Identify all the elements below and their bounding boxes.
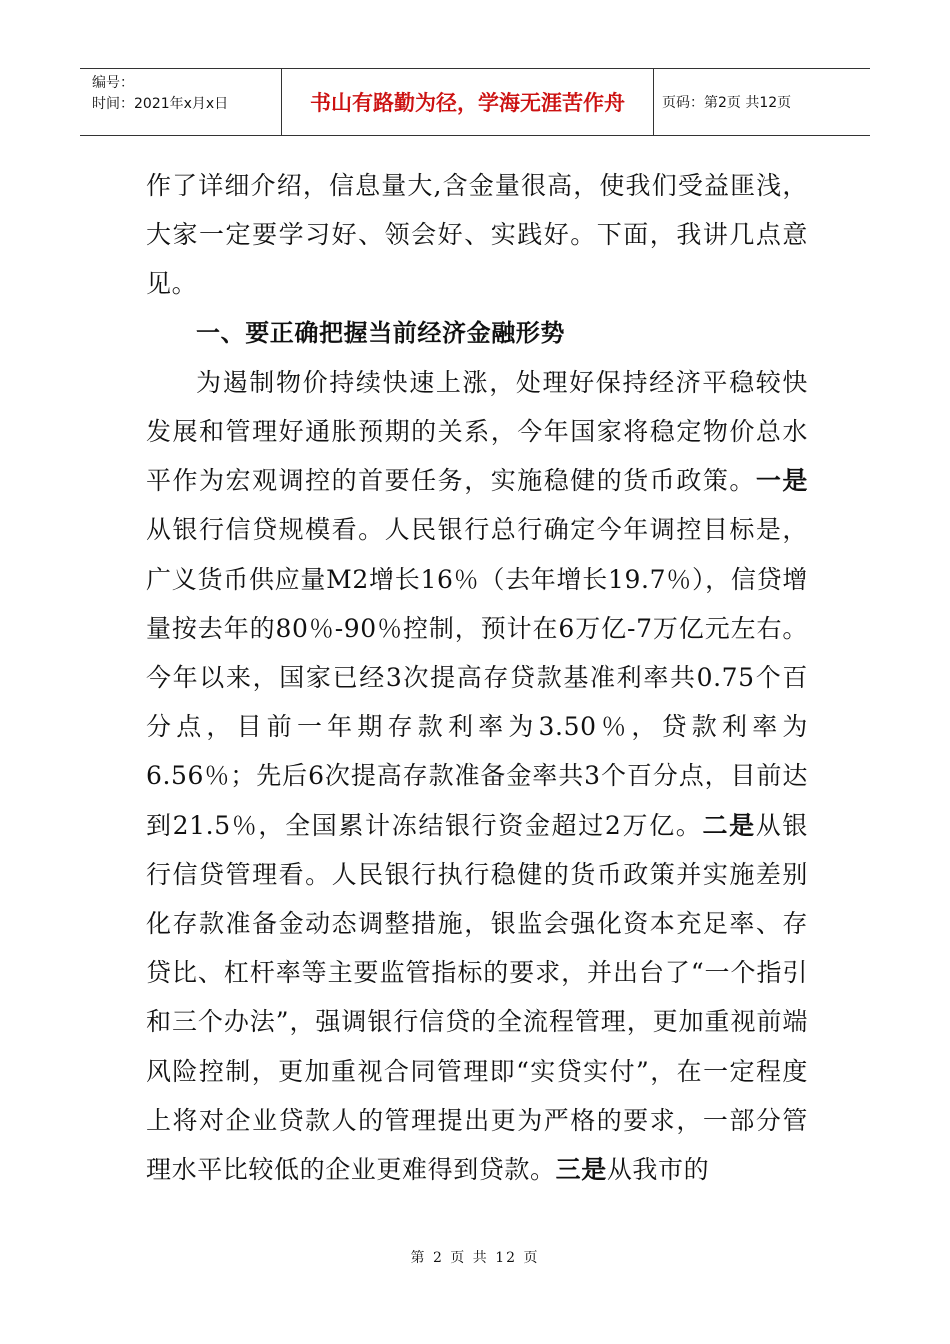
header-motto: 书山有路勤为径，学海无涯苦作舟	[282, 69, 654, 135]
paragraph-text: 从银行信贷规模看。人民银行总行确定今年调控目标是，广义货币供应量M2增长16％（去年增长19.7％），信贷增量按去年的80％-90％控制，预计在6万亿-7万亿元左右。今年以来，国家已经3次提高存贷款基准利率共0.75个百分点，目前一年期存款利率为3.50％，贷款利率为6.56％；先后6次提高存款准备金率共3个百分点，目前达到21.5％，全国累计冻结银行资金超过2万亿。	[146, 515, 808, 840]
emphasis-second: 二是	[702, 810, 756, 840]
page-footer: 第 2 页 共 12 页	[410, 1250, 540, 1266]
header-page-info: 页码：第2页 共12页	[662, 95, 792, 111]
emphasis-first: 一是	[755, 466, 808, 496]
paragraph-text: 从银行信贷管理看。人民银行执行稳健的货币政策并实施差别化存款准备金动态调整措施，银监会强化资本充足率、存贷比、杠杆率等主要监管指标的要求，并出台了“一个指引和三个办法”，强调银行信贷的全流程管理，更加重视前端风险控制，更加重视合同管理即“实贷实付”，在一定程度上将对企业贷款人的管理提出更为严格的要求，一部分管理水平比较低的企业更难得到贷款。	[146, 810, 809, 1185]
paragraph-text: 从我市的	[606, 1155, 710, 1185]
paragraph-continued: 作了详细介绍，信息量大,含金量很高，使我们受益匪浅，大家一定要学习好、领会好、实践好。下面，我讲几点意见。	[146, 171, 808, 299]
header-meta	[80, 69, 282, 135]
paragraph-text: 为遏制物价持续快速上涨，处理好保持经济平稳较快发展和管理好通胀预期的关系，今年国家将稳定物价总水平作为宏观调控的首要任务，实施稳健的货币政策。	[146, 367, 808, 496]
document-body	[146, 161, 808, 1194]
paragraph-economic-situation	[146, 358, 808, 1194]
emphasis-third: 三是	[555, 1155, 607, 1185]
page-header	[80, 68, 870, 136]
header-time-label: 时间：2021年x月x日	[92, 96, 229, 112]
header-number-label: 编号：	[92, 75, 134, 91]
section-heading: 一、要正确把握当前经济金融形势	[196, 318, 565, 347]
